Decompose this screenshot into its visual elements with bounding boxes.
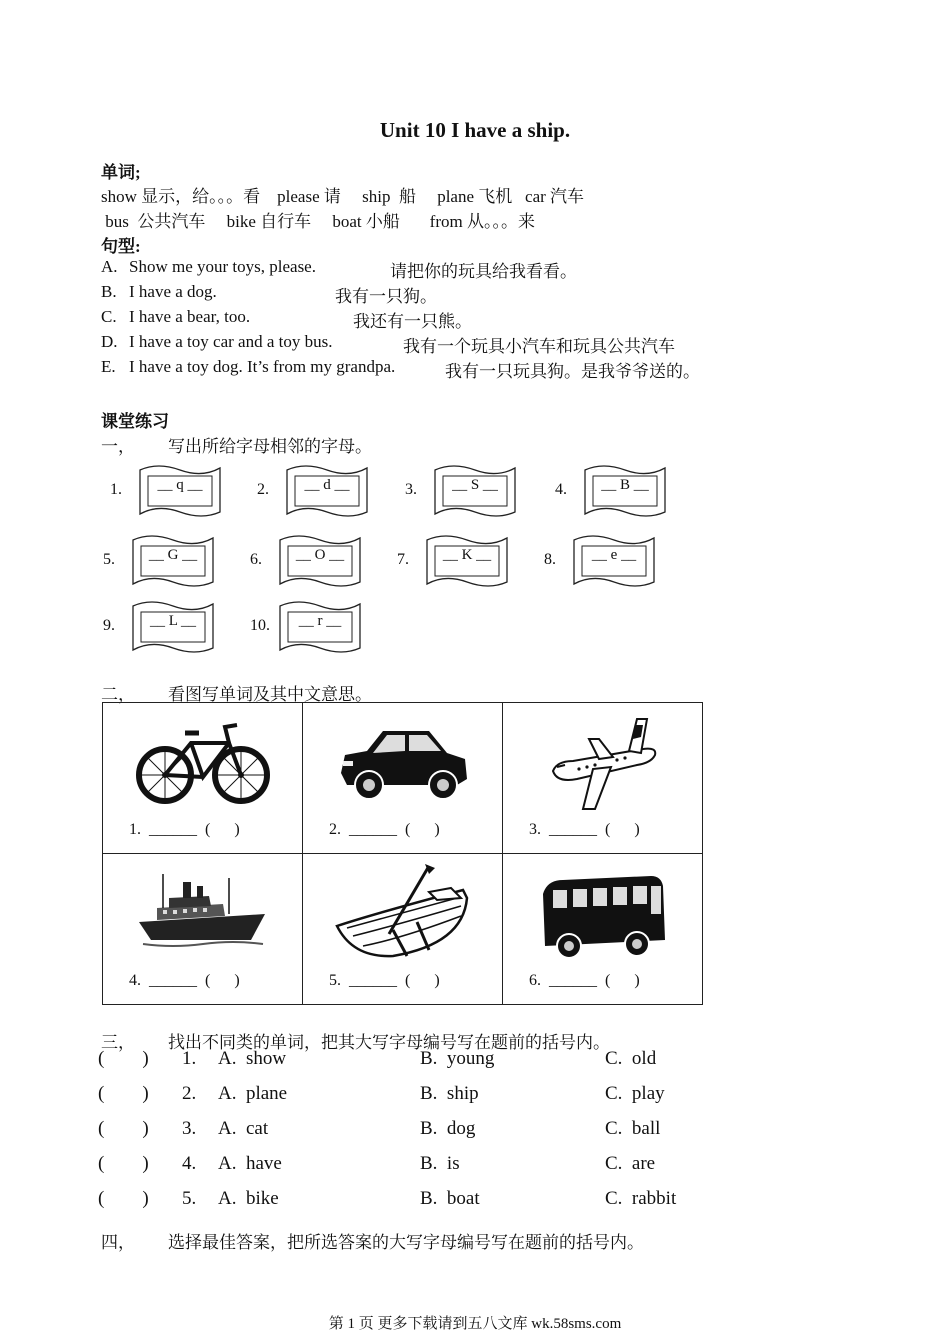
picture-cell-label: 6. ______ ( )	[529, 972, 640, 989]
question-paren: ( )	[98, 1188, 149, 1209]
question-num: 4.	[182, 1153, 197, 1174]
letter-card	[278, 532, 362, 586]
question-paren: ( )	[98, 1083, 149, 1104]
letter-card-text: __ L __	[149, 613, 197, 629]
picture-cell-label: 3. ______ ( )	[529, 821, 640, 838]
question-c: C. play	[605, 1083, 665, 1104]
question-num: 3.	[182, 1118, 197, 1139]
sentence-label: D.	[101, 332, 118, 351]
part1-instruction: 写出所给字母相邻的字母。	[168, 437, 372, 456]
vocab-line-1: show 显示，给。。。看 please 请 ship 船 plane 飞机 car 汽车	[101, 187, 585, 206]
question-paren: ( )	[98, 1153, 149, 1174]
page-footer: 第 1 页 更多下载请到五八文库 wk.58sms.com	[328, 1316, 622, 1332]
letter-card-number: 3.	[405, 481, 417, 498]
vocab-heading: 单词;	[101, 163, 141, 182]
part2-number: 二，	[101, 685, 135, 704]
letter-card-text: __ O __	[295, 547, 345, 563]
plane-icon	[533, 713, 673, 813]
question-a: A. cat	[218, 1118, 269, 1139]
part4-instruction: 选择最佳答案，把所选答案的大写字母编号写在题前的括号内。	[168, 1233, 644, 1252]
letter-card-text: __ S __	[452, 477, 498, 493]
letter-card-number: 10.	[250, 617, 270, 634]
letter-card	[572, 532, 656, 586]
letter-card	[583, 462, 667, 516]
sentences-heading: 句型:	[101, 237, 141, 256]
question-a: A. have	[218, 1153, 282, 1174]
picture-cell-label: 1. ______ ( )	[129, 821, 240, 838]
practice-heading: 课堂练习	[101, 412, 169, 431]
letter-card	[138, 462, 222, 516]
sentence-cn: 我还有一只熊。	[353, 312, 472, 331]
sentence-label: C.	[101, 307, 117, 326]
picture-cell	[303, 703, 503, 854]
letter-card	[131, 532, 215, 586]
letter-card	[131, 598, 215, 652]
picture-cell	[103, 854, 303, 1005]
letter-card	[285, 462, 369, 516]
sentence-en: I have a bear, too.	[129, 307, 251, 326]
part3-instruction: 找出不同类的单词，把其大写字母编号写在题前的括号内。	[168, 1033, 610, 1052]
letter-card-number: 6.	[250, 551, 262, 568]
question-b: B. boat	[420, 1188, 480, 1209]
question-a: A. plane	[218, 1083, 288, 1104]
letter-card-number: 7.	[397, 551, 409, 568]
question-a: A. show	[218, 1048, 287, 1069]
ship-icon	[133, 864, 273, 964]
question-c: C. rabbit	[605, 1188, 677, 1209]
letter-card-text: __ q __	[157, 477, 203, 493]
question-paren: ( )	[98, 1048, 149, 1069]
vocab-line-2: bus 公共汽车 bike 自行车 boat 小船 from 从。。。来	[101, 212, 535, 231]
question-b: B. young	[420, 1048, 495, 1069]
question-b: B. ship	[420, 1083, 479, 1104]
letter-card-text: __ B __	[601, 477, 649, 493]
letter-card-number: 9.	[103, 617, 115, 634]
question-num: 5.	[182, 1188, 197, 1209]
question-b: B. dog	[420, 1118, 476, 1139]
question-c: C. are	[605, 1153, 656, 1174]
car-icon	[333, 713, 473, 813]
question-paren: ( )	[98, 1118, 149, 1139]
picture-cell-label: 5. ______ ( )	[329, 972, 440, 989]
sentence-cn: 我有一只狗。	[335, 287, 437, 306]
letter-card-number: 2.	[257, 481, 269, 498]
sentence-en: I have a toy car and a toy bus.	[129, 332, 333, 351]
sentence-cn: 请把你的玩具给我看看。	[390, 262, 577, 281]
picture-grid	[102, 702, 703, 1005]
sentence-label: A.	[101, 257, 118, 276]
picture-cell	[103, 703, 303, 854]
sentence-en: Show me your toys, please.	[129, 257, 316, 276]
letter-card	[425, 532, 509, 586]
sentence-cn: 我有一只玩具狗。是我爷爷送的。	[445, 362, 700, 381]
sentence-en: I have a dog.	[129, 282, 217, 301]
letter-card-text: __ e __	[591, 547, 637, 563]
letter-card-number: 1.	[110, 481, 122, 498]
question-num: 2.	[182, 1083, 197, 1104]
picture-cell-label: 4. ______ ( )	[129, 972, 240, 989]
letter-card-text: __ d __	[304, 477, 350, 493]
part3-number: 三，	[101, 1033, 135, 1052]
letter-card-number: 8.	[544, 551, 556, 568]
picture-cell	[503, 854, 703, 1005]
question-c: C. ball	[605, 1118, 661, 1139]
rowboat-icon	[333, 864, 473, 964]
letter-card-text: __ K __	[442, 547, 492, 563]
bus-icon	[533, 864, 673, 964]
page-title: Unit 10 I have a ship.	[379, 118, 571, 142]
picture-cell	[303, 854, 503, 1005]
letter-card-text: __ r __	[298, 613, 342, 629]
bicycle-icon	[133, 713, 273, 813]
picture-cell	[503, 703, 703, 854]
sentence-label: E.	[101, 357, 116, 376]
letter-card-number: 5.	[103, 551, 115, 568]
part2-instruction: 看图写单词及其中文意思。	[168, 685, 372, 704]
letter-card-text: __ G __	[148, 547, 198, 563]
part4-number: 四，	[101, 1233, 135, 1252]
letter-card-number: 4.	[555, 481, 567, 498]
sentence-cn: 我有一个玩具小汽车和玩具公共汽车	[403, 337, 675, 356]
question-a: A. bike	[218, 1188, 279, 1209]
part1-number: 一，	[101, 437, 135, 456]
question-b: B. is	[420, 1153, 460, 1174]
question-c: C. old	[605, 1048, 657, 1069]
question-num: 1.	[182, 1048, 197, 1069]
picture-cell-label: 2. ______ ( )	[329, 821, 440, 838]
sentence-en: I have a toy dog. It’s from my grandpa.	[129, 357, 396, 376]
sentence-label: B.	[101, 282, 117, 301]
letter-card	[433, 462, 517, 516]
letter-card	[278, 598, 362, 652]
